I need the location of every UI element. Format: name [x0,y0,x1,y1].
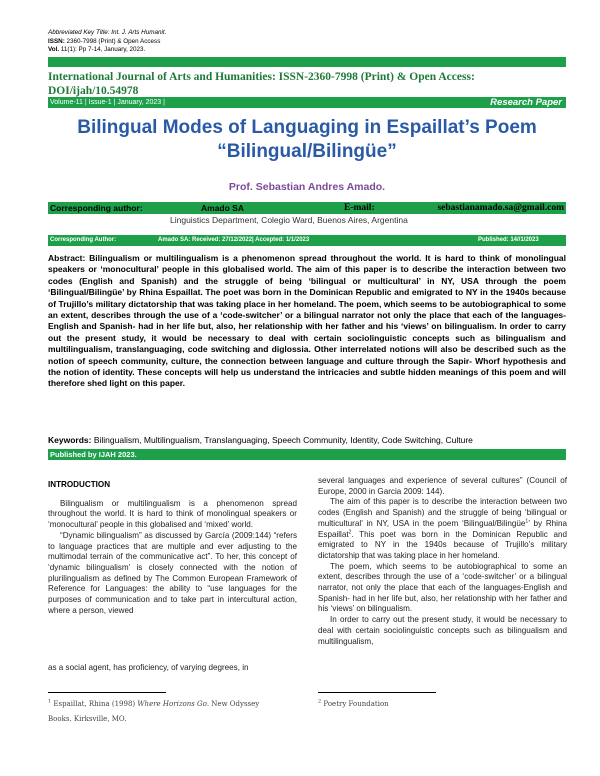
issn-line: ISSN: 2360-7998 (Print) & Open Access [48,38,161,45]
corresponding-name: Amado SA [201,203,244,213]
left-column-bottom [48,663,297,674]
paragraph: several languages and experience of several cultures” (Council of Europe, 2000 in Garcia 2009: 144). [318,476,567,496]
footnote-1: $^1$ Espaillat, Rhina (1998) Where Horizons Go. New Odyssey Books. Kirksville, MO. [48,698,260,723]
published-date: Published: 14//1/2023 [478,237,539,243]
paragraph: Bilingualism or multilingualism is a phenomenon spread throughout the world. It is hard to think of monolingual speakers or ‘monocultural’ people in this globalised and ‘mixed’ world. [48,498,297,530]
author-name: Prof. Sebastian Andres Amado. [228,181,386,193]
paragraph: The aim of this paper is to describe the interaction between two codes (English and Spanish) and the struggle of being ‘bilingual or multicultural’ in NY, USA in the poem ‘Bilingual/Bilingüe$^1$’ by Rhina Espaillat$^2$. This poet was born in the Dominican Republic and emigrated to NY in the 1940s because of Trujillo’s military dictatorship that was taking place in her homeland. [318,497,567,560]
volume-info: Volume-11 | Issue-1 | January, 2023 | [50,99,165,106]
corresponding-bar [48,202,566,214]
paragraph: as a social agent, has proficiency, of varying degrees, in [48,663,249,672]
footnote-rule-right [318,692,436,693]
article-title-line2: “Bilingual/Bilingüe” [217,141,397,162]
left-column [48,480,297,616]
email-label: E-mail: [344,203,375,213]
received-accepted: Amado SA: Received: 27/12/2022| Accepted: 1/1/2023 [158,237,310,243]
paragraph: “Dynamic bilingualism” as discussed by García (2009:144) “refers to language practices that are multiple and ever adjusting to the multimodal terrain of the communicative act”. To her, this concept of ‘dynamic bilingualism’ is closely connected with the notion of plurilingualism as defined by The Common European Framework of Reference for Languages: the ability to “use languages for the purposes of communication and to take part in intercultural action, where a person, viewed [48,530,297,615]
abstract: Abstract: Bilingualism or multilingualism is a phenomenon spread throughout the world. It is hard to think of monolingual speakers or ‘monocultural’ people in this globalised world. The aim of this paper is to describe the interaction between two codes (English and Spanish) and the struggle of being ‘bilingual or multicultural’ in NY, USA through the poem ‘Bilingual/Bilingüe’ by Rhina Espaillat. The poet was born in the Dominican Republic and emigrated to NY in the 1940s because of Trujillo’s military dictatorship that was taking place in her homeland. The poem, which seems to be autobiographical to some an extent, describes through the use of a ‘code-switcher’ or a bilingual narrator not only the place that each of the languages-English and Spanish- had in her life but, also, her relationship with her father and his ‘views’ on bilingualism. In order to carry out the present study, it would be necessary to deal with certain sociolinguistic concepts such as bilingualism and multilingualism, translanguaging, code switching and diglossia. Other interrelated notions will also be described such as the notion of speech community, culture, the connection between language and culture through the Sapir- Whorf hypothesis and the notion of identity. These concepts will help us understand the intricacies and subtle hidden meanings of this poem and will therefore shed light on this paper. [48,253,566,389]
journal-name: International Journal of Arts and Humanities: ISSN-2360-7998 (Print) & Open Access: DOI/ijah/10.54978 [48,71,475,97]
keywords: Keywords: Bilingualism, Multilingualism, Translanguaging, Speech Community, Identity, Code Switching, Culture [48,435,473,445]
paragraph: The poem, which seems to be autobiographical to some an extent, describes through the use of a ‘code-switcher’ or a bilingual narrator, not only the place that each of the languages-English and Spanish- had in her life but, also, her relationship with her father and his ‘views’ on bilingualism. [318,561,567,614]
footnote-rule-left [48,692,166,693]
top-green-bar [48,57,566,67]
right-column [318,476,567,647]
affiliation: Linguistics Department, Colegio Ward, Buenos Aires, Argentina [170,215,408,225]
email-link[interactable]: sebastianamado.sa@gmail.com [437,203,564,213]
published-by-bar: Published by IJAH 2023. [48,449,566,460]
article-type: Research Paper [490,97,562,108]
article-title-line1: Bilingual Modes of Languaging in Espaillat’s Poem [77,117,537,138]
volume-line: Vol. 11(1): Pp 7-14, January, 2023. [48,46,146,53]
paragraph: In order to carry out the present study, it would be necessary to deal with certain sociolinguistic concepts such as bilingualism and multilingualism, [318,615,567,646]
volume-bar [48,97,566,108]
section-heading-introduction: INTRODUCTION [48,480,111,489]
journal-abbrev: Abbreviated Key Title: Int. J. Arts Humanit. [48,29,167,36]
bar-corresponding-label: Corresponding Author: [50,237,117,243]
footnote-2: $^2$ Poetry Foundation [318,698,389,708]
corresponding-label: Corresponding author: [50,203,143,213]
received-bar [48,235,566,246]
